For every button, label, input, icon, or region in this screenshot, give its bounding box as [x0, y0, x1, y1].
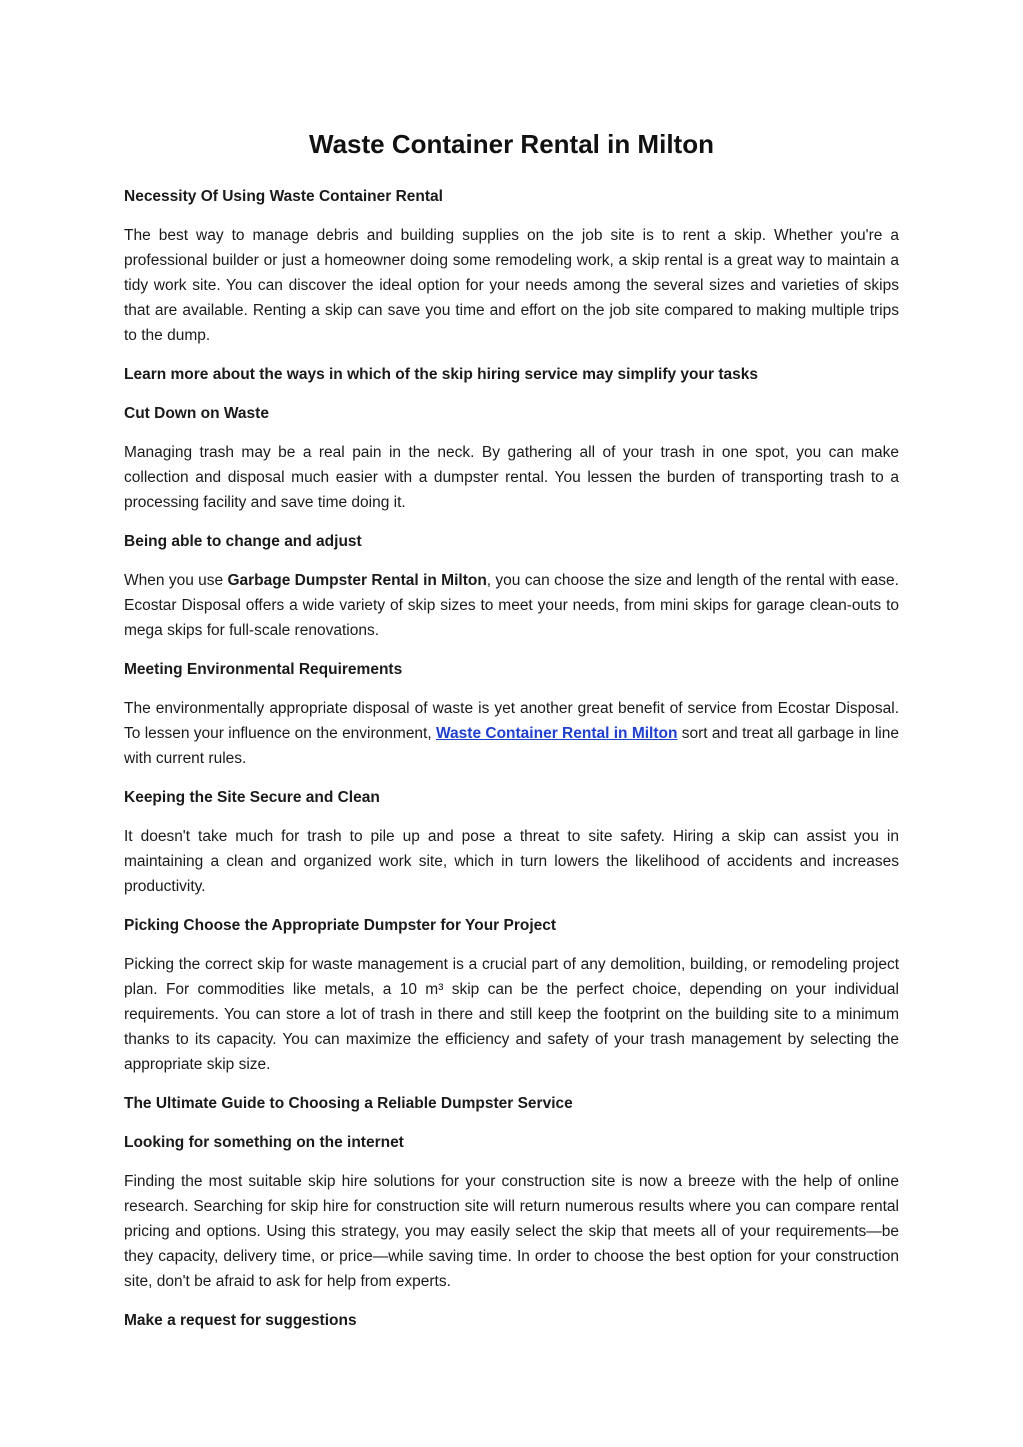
paragraph: Managing trash may be a real pain in the neck. By gathering all of your trash in one spot, you can make collection and disposal much easier with a dumpster rental. You lessen the burden of transporting trash to a processing facility and save time doing it.: [124, 444, 899, 511]
paragraph: [124, 696, 899, 771]
paragraph-text: sort and treat all garbage in line with current rules.: [124, 725, 899, 767]
paragraph: [124, 568, 899, 643]
section-heading: Being able to change and adjust: [124, 533, 362, 550]
paragraph: It doesn't take much for trash to pile up and pose a threat to site safety. Hiring a skip can assist you in maintaining a clean and organized work site, which in turn lowers the likelihood of accidents and increases productivity.: [124, 828, 899, 895]
page-title: Waste Container Rental in Milton: [309, 129, 714, 159]
section-heading: Make a request for suggestions: [124, 1312, 357, 1329]
waste-container-rental-link[interactable]: Waste Container Rental in Milton: [436, 725, 678, 742]
section-heading: Keeping the Site Secure and Clean: [124, 789, 380, 806]
bold-phrase: Garbage Dumpster Rental in Milton: [227, 572, 487, 589]
document-page: [124, 126, 899, 1347]
paragraph-text: , you can choose the size and length of the rental with ease. Ecostar Disposal offers a wide variety of skip sizes to meet your needs, from mini skips for garage clean-outs to mega skips for full-scale renovations.: [124, 572, 899, 639]
section-heading: The Ultimate Guide to Choosing a Reliable Dumpster Service: [124, 1095, 573, 1112]
paragraph: Finding the most suitable skip hire solutions for your construction site is now a breeze with the help of online research. Searching for skip hire for construction site will return numerous results where you can compare rental pricing and options. Using this strategy, you may easily select the skip that meets all of your requirements—be they capacity, delivery time, or price—while saving time. In order to choose the best option for your construction site, don't be afraid to ask for help from experts.: [124, 1173, 899, 1290]
section-heading: Looking for something on the internet: [124, 1134, 404, 1151]
section-heading: Cut Down on Waste: [124, 405, 269, 422]
paragraph: Picking the correct skip for waste management is a crucial part of any demolition, building, or remodeling project plan. For commodities like metals, a 10 m³ skip can be the perfect choice, depending on your individual requirements. You can store a lot of trash in there and still keep the footprint on the building site to a minimum thanks to its capacity. You can maximize the efficiency and safety of your trash management by selecting the appropriate skip size.: [124, 956, 899, 1073]
paragraph: The best way to manage debris and building supplies on the job site is to rent a skip. Whether you're a professional builder or just a homeowner doing some remodeling work, a skip rental is a great way to maintain a tidy work site. You can discover the ideal option for your needs among the several sizes and varieties of skips that are available. Renting a skip can save you time and effort on the job site compared to making multiple trips to the dump.: [124, 227, 899, 344]
paragraph-text: The environmentally appropriate disposal of waste is yet another great benefit of service from Ecostar Disposal. To lessen your influence on the environment,: [124, 700, 899, 742]
section-heading: Picking Choose the Appropriate Dumpster for Your Project: [124, 917, 557, 934]
paragraph-text: When you use: [124, 572, 228, 589]
section-heading: Meeting Environmental Requirements: [124, 661, 403, 678]
section-heading: Necessity Of Using Waste Container Rental: [124, 188, 443, 205]
section-heading: Learn more about the ways in which of the skip hiring service may simplify your tasks: [124, 366, 758, 383]
